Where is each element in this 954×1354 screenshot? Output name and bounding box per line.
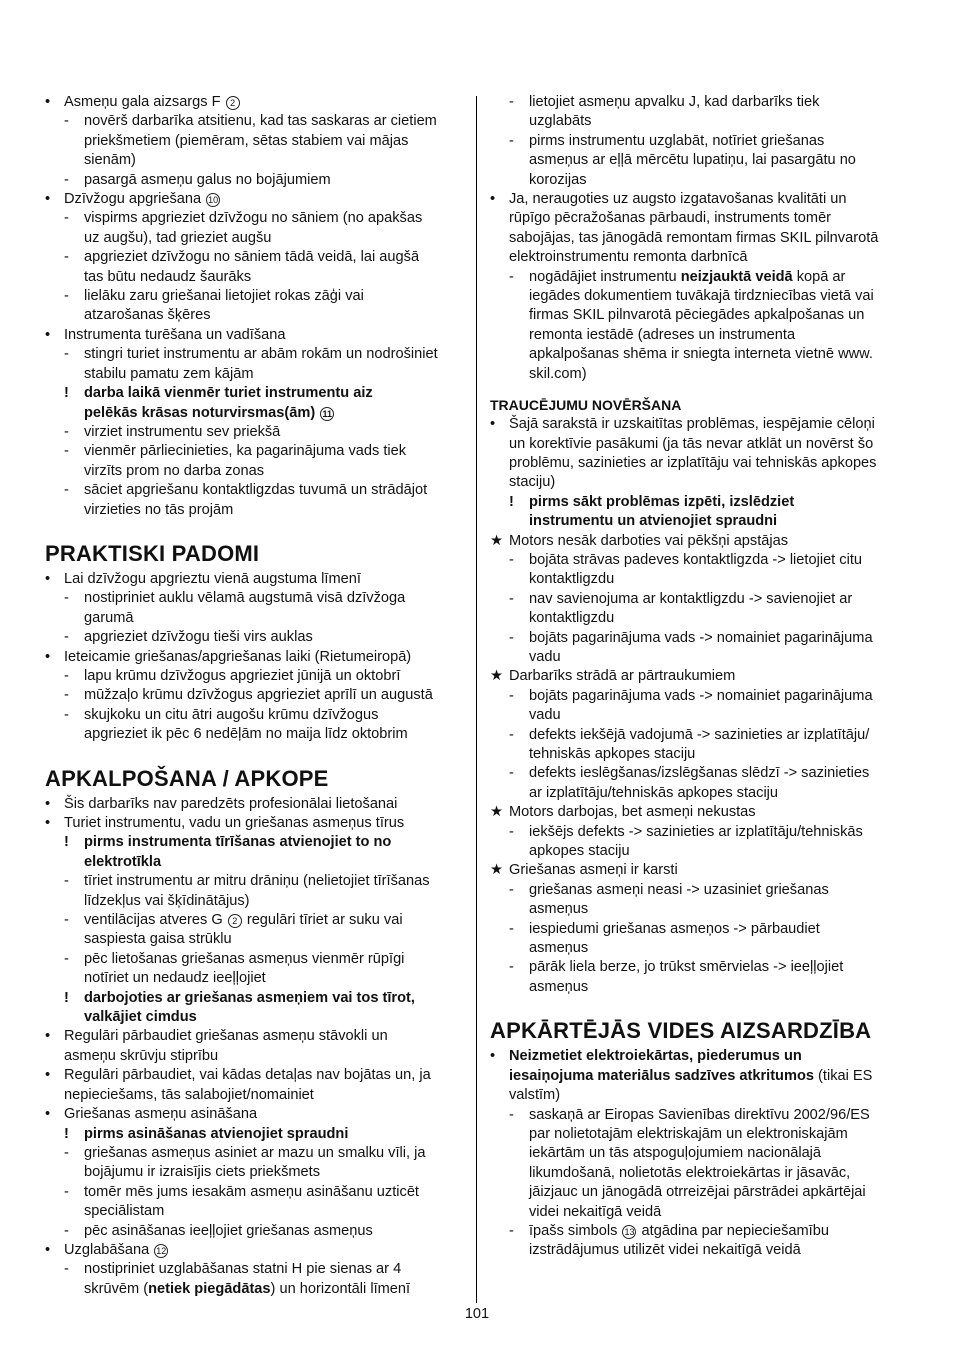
- list-item: [490, 881, 915, 920]
- list-item: [45, 950, 465, 989]
- bullet-marker: •: [45, 1106, 51, 1123]
- list-item: [490, 590, 915, 629]
- list-item: [490, 958, 915, 997]
- item-text: Uzglabāšana: [64, 1241, 150, 1258]
- dash-marker: -: [509, 959, 514, 976]
- item-text: apgrieziet dzīvžogu tieši virs auklas: [84, 629, 313, 646]
- list-item: [490, 190, 915, 268]
- item-text: pārāk liela berze, jo trūkst smērvielas -> ieeļļojiet asmeņus: [529, 959, 844, 995]
- item-text: Griešanas asmeņi ir karsti: [509, 862, 678, 879]
- item-text: defekts ieslēgšanas/izslēgšanas slēdzī -> sazinieties ar izplatītāju/tehniskās apkopes staciju: [529, 765, 870, 801]
- list-item: [45, 112, 465, 170]
- item-text: Griešanas asmeņu asināšana: [64, 1106, 258, 1123]
- dash-marker: -: [64, 482, 69, 499]
- list-item: [45, 989, 465, 1028]
- item-text: Asmeņu gala aizsargs F: [64, 94, 221, 110]
- dash-marker: -: [509, 881, 514, 898]
- bang-marker: !: [64, 385, 69, 402]
- dash-marker: -: [64, 210, 69, 227]
- problem-item: [490, 532, 915, 551]
- item-text: nostipriniet auklu vēlamā augstumā visā dzīvžoga garumā: [84, 590, 406, 626]
- dash-marker: -: [509, 765, 514, 782]
- dash-marker: -: [64, 1222, 69, 1239]
- dash-marker: -: [64, 249, 69, 266]
- dash-marker: -: [509, 823, 514, 840]
- dash-marker: -: [509, 726, 514, 743]
- dash-marker: -: [64, 346, 69, 363]
- list-item: [45, 872, 465, 911]
- item-text: Motors darbojas, bet asmeņi nekustas: [509, 804, 756, 821]
- list-item: [490, 1106, 915, 1222]
- item-bold-text: neizjauktā veidā: [680, 268, 793, 285]
- list-item: [490, 764, 915, 803]
- bang-marker: !: [64, 989, 69, 1006]
- dash-marker: -: [64, 1183, 69, 1200]
- list-item: [45, 1260, 465, 1299]
- page-number: 101: [464, 1306, 490, 1322]
- item-text: pirms instrumenta tīrīšanas atvienojiet to no elektrotīkla: [84, 834, 392, 870]
- item-text: pēc asināšanas ieeļļojiet griešanas asmeņus: [84, 1222, 373, 1239]
- left-column: [45, 93, 465, 1299]
- item-text: lapu krūmu dzīvžogus apgrieziet jūnijā un oktobrī: [84, 667, 401, 684]
- list-item: [490, 132, 915, 190]
- star-marker: ★: [490, 804, 504, 821]
- item-text: darbojoties ar griešanas asmeņiem vai tos tīrot, valkājiet cimdus: [84, 989, 415, 1026]
- list-item: [45, 1144, 465, 1183]
- list-item: [45, 667, 465, 686]
- figure-ref-icon: 2: [226, 96, 240, 110]
- dash-marker: -: [64, 706, 69, 723]
- list-item: [45, 1027, 465, 1066]
- list-item: [45, 706, 465, 745]
- item-text: pirms sākt problēmas izpēti, izslēdziet instrumentu un atvienojiet spraudni: [529, 493, 795, 530]
- dash-marker: -: [64, 873, 69, 890]
- list-item: [45, 93, 465, 112]
- dash-marker: -: [509, 687, 514, 704]
- item-text: bojāts pagarinājuma vads -> nomainiet pagarinājuma vadu: [529, 629, 873, 665]
- problem-item: [490, 861, 915, 880]
- list-item: [45, 911, 465, 950]
- bullet-marker: •: [490, 191, 496, 208]
- item-text: lielāku zaru griešanai lietojiet rokas zāģi vai atzarošanas šķēres: [84, 288, 364, 324]
- list-item: [490, 493, 915, 532]
- dash-marker: -: [64, 423, 69, 440]
- item-text: pasargā asmeņu galus no bojājumiem: [84, 171, 331, 188]
- item-text: skujkoku un citu ātri augošu krūmu dzīvžogus apgrieziet ik pēc 6 nedēļām no maija līdz oktobrim: [84, 706, 408, 743]
- dash-marker: -: [509, 1222, 514, 1239]
- list-item: [45, 1183, 465, 1222]
- bullet-marker: •: [45, 815, 51, 831]
- item-text: īpašs simbols: [529, 1222, 618, 1239]
- list-item: [45, 248, 465, 287]
- dash-marker: -: [509, 920, 514, 937]
- item-text: sāciet apgriešanu kontaktligzdas tuvumā un strādājot virzieties no tās projām: [84, 482, 428, 518]
- dash-marker: -: [64, 667, 69, 684]
- list-item: [490, 268, 915, 384]
- list-item: [45, 171, 465, 190]
- list-item: [45, 814, 465, 833]
- bullet-marker: •: [45, 1241, 51, 1258]
- bang-marker: !: [64, 1125, 69, 1142]
- item-text: saskaņā ar Eiropas Savienības direktīvu 2002/96/ES par nolietotajām elektriskajām un elektroniskajām iekārtām un tās atspoguļojumiem nacionālajā likumdošanā, nolietotās elektroiekārtas ir jāsavāc, jāizjauc un jānogādā otrreizējai pārstrādei apkārtējai videi nekaitīgā veidā: [529, 1106, 870, 1220]
- item-bold-text: netiek piegādātas: [148, 1280, 271, 1297]
- item-text: Turiet instrumentu, vadu un griešanas asmeņus tīrus: [64, 815, 405, 831]
- item-text-after: regulāri tīriet ar suku vai saspiesta gaisa strūklu: [84, 912, 403, 948]
- item-text: Regulāri pārbaudiet, vai kādas detaļas nav bojātas un, ja nepieciešams, tās salabojiet/nomainiet: [64, 1067, 431, 1103]
- dash-marker: -: [64, 288, 69, 305]
- list-item: [45, 1105, 465, 1124]
- item-text: bojāta strāvas padeves kontaktligzda -> lietojiet citu kontaktligzdu: [529, 551, 863, 588]
- section-heading: TRAUCĒJUMU NOVĒRŠANA: [490, 397, 682, 414]
- list-item: [45, 1222, 465, 1241]
- dash-marker: -: [64, 113, 69, 130]
- list-item: [490, 687, 915, 726]
- bullet-marker: •: [45, 795, 51, 812]
- dash-marker: -: [64, 950, 69, 967]
- figure-ref-icon: 2: [228, 914, 242, 928]
- list-item: [45, 1241, 465, 1260]
- item-text: griešanas asmeņus asiniet ar mazu un smalku vīli, ja bojājumu ir izraisījis ciets priekšmets: [84, 1144, 426, 1181]
- dash-marker: -: [509, 590, 514, 607]
- item-text: virziet instrumentu sev priekšā: [84, 423, 281, 440]
- dash-marker: -: [509, 268, 514, 285]
- list-item: [490, 551, 915, 590]
- list-item: [45, 190, 465, 209]
- item-text: stingri turiet instrumentu ar abām rokām un nodrošiniet stabilu pamatu zem kājām: [84, 346, 438, 382]
- dash-marker: -: [64, 912, 69, 929]
- star-marker: ★: [490, 668, 504, 685]
- list-item: [490, 920, 915, 959]
- bullet-marker: •: [490, 416, 496, 433]
- item-text: tomēr mēs jums iesakām asmeņu asināšanu uzticēt speciālistam: [84, 1183, 419, 1220]
- item-text: Lai dzīvžogu apgrieztu vienā augstuma līmenī: [64, 570, 361, 587]
- list-item: [490, 1222, 915, 1261]
- item-text: Dzīvžogu apgriešana: [64, 191, 202, 208]
- list-item: [45, 1125, 465, 1144]
- dash-marker: -: [509, 94, 514, 110]
- item-text: griešanas asmeņi neasi -> uzasiniet griešanas asmeņus: [529, 881, 829, 918]
- section-heading: APKĀRTĒJĀS VIDES AIZSARDZĪBA: [490, 1018, 872, 1044]
- item-text: mūžzaļo krūmu dzīvžogus apgrieziet aprīlī un augustā: [84, 687, 433, 704]
- dash-marker: -: [64, 590, 69, 607]
- list-item: [45, 833, 465, 872]
- list-item: [45, 423, 465, 442]
- dash-marker: -: [64, 1144, 69, 1161]
- item-text: bojāts pagarinājuma vads -> nomainiet pagarinājuma vadu: [529, 687, 873, 724]
- bullet-marker: •: [45, 570, 51, 587]
- item-text: Ja, neraugoties uz augsto izgatavošanas kvalitāti un rūpīgo pēcražošanas pārbaudi, instruments tomēr sabojājas, tas jānogādā remontam firmas SKIL pilnvarotā elektroinstrumentu remonta darbnīcā: [509, 191, 879, 266]
- dash-marker: -: [64, 629, 69, 646]
- list-item: [45, 481, 465, 520]
- dash-marker: -: [509, 629, 514, 646]
- item-text: novērš darbarīka atsitienu, kad tas saskaras ar cietiem priekšmetiem (piemēram, sētas stabiem vai mājas sienām): [84, 113, 437, 169]
- list-item: [490, 93, 915, 132]
- item-text: lietojiet asmeņu apvalku J, kad darbarīks tiek uzglabāts: [529, 94, 820, 130]
- bullet-marker: •: [45, 326, 51, 343]
- list-item: [490, 415, 915, 493]
- item-text: pirms asināšanas atvienojiet spraudni: [84, 1125, 349, 1142]
- star-marker: ★: [490, 532, 504, 549]
- column-divider: [476, 96, 477, 1303]
- list-item: [45, 589, 465, 628]
- item-text: Instrumenta turēšana un vadīšana: [64, 326, 286, 343]
- figure-ref-icon: 11: [320, 407, 334, 421]
- item-text: nogādājiet instrumentu: [529, 268, 681, 285]
- dash-marker: -: [509, 132, 514, 149]
- item-text: darba laikā vienmēr turiet instrumentu aiz pelēkās krāsas noturvirsmas(ām): [84, 385, 373, 421]
- bang-marker: !: [64, 834, 69, 851]
- item-text-after: kopā ar iegādes dokumentiem tuvākajā tirdzniecības vietā vai firmas SKIL pilnvarotā pēciegādes apkalpošanas un remonta iestādē (adreses un instrumenta apkalpošanas shēma ir sniegta interneta vietnē www. skil.com): [529, 268, 874, 382]
- bullet-marker: •: [45, 1028, 51, 1045]
- star-marker: ★: [490, 862, 504, 879]
- list-item: [45, 345, 465, 384]
- bullet-marker: •: [45, 648, 51, 665]
- list-item: [45, 442, 465, 481]
- item-text: Motors nesāk darboties vai pēkšņi apstājas: [509, 532, 789, 549]
- item-text: defekts iekšējā vadojumā -> sazinieties ar izplatītāju/ tehniskās apkopes staciju: [529, 726, 870, 762]
- item-text: iespiedumi griešanas asmeņos -> pārbaudiet asmeņus: [529, 920, 820, 957]
- list-item: [45, 570, 465, 589]
- dash-marker: -: [64, 171, 69, 188]
- item-text: tīriet instrumentu ar mitru drāniņu (nelietojiet tīrīšanas līdzekļus vai šķīdinātājus): [84, 873, 430, 909]
- list-item: [45, 648, 465, 667]
- list-item: [45, 795, 465, 814]
- figure-ref-icon: 13: [624, 1226, 635, 1237]
- item-text: nav savienojuma ar kontaktligzdu -> savienojiet ar kontaktligzdu: [529, 590, 853, 627]
- section-heading: PRAKTISKI PADOMI: [45, 540, 260, 566]
- list-item: [45, 1066, 465, 1105]
- item-text: Šis darbarīks nav paredzēts profesionālai lietošanai: [64, 795, 398, 812]
- dash-marker: -: [64, 687, 69, 704]
- dash-marker: -: [509, 1106, 514, 1123]
- bullet-marker: •: [45, 94, 51, 110]
- dash-marker: -: [509, 551, 514, 568]
- section-heading: APKALPOŠANA / APKOPE: [45, 765, 329, 791]
- item-text: Ieteicamie griešanas/apgriešanas laiki (Rietumeiropā): [64, 648, 412, 665]
- problem-item: [490, 803, 915, 822]
- item-text: Šajā sarakstā ir uzskaitītas problēmas, iespējamie cēloņi un korektīvie pasākumi (ja tās nevar atklāt un novērst šo problēmu, sazinieties ar izplatītāju vai tehniskās apkopes staciju): [509, 416, 877, 491]
- item-text: vispirms apgrieziet dzīvžogu no sāniem (no apakšas uz augšu), tad grieziet augšu: [84, 210, 423, 246]
- bullet-marker: •: [45, 1067, 51, 1084]
- list-item: [490, 726, 915, 765]
- right-column: [490, 93, 915, 1261]
- bang-marker: !: [509, 493, 514, 510]
- item-bold-text: Neizmetiet elektroiekārtas, piederumus un iesaiņojuma materiālus sadzīves atkritumos: [509, 1048, 814, 1084]
- item-text: nostipriniet uzglabāšanas statni H pie sienas ar 4 skrūvēm (: [84, 1261, 402, 1297]
- dash-marker: -: [64, 1261, 69, 1278]
- item-text: apgrieziet dzīvžogu no sāniem tādā veidā, lai augšā tas būtu nedaudz šaurāks: [84, 249, 420, 285]
- list-item: [490, 1047, 915, 1105]
- figure-ref-icon: 10: [208, 195, 219, 206]
- item-text: Regulāri pārbaudiet griešanas asmeņu stāvokli un asmeņu skrūvju stiprību: [64, 1028, 388, 1064]
- list-item: [45, 384, 465, 423]
- list-item: [45, 326, 465, 345]
- item-text: iekšējs defekts -> sazinieties ar izplatītāju/tehniskās apkopes staciju: [529, 823, 863, 860]
- dash-marker: -: [64, 443, 69, 460]
- figure-ref-icon: 12: [156, 1245, 167, 1256]
- list-item: [490, 823, 915, 862]
- list-item: [490, 629, 915, 668]
- problem-item: [490, 667, 915, 686]
- list-item: [45, 686, 465, 705]
- item-text: Darbarīks strādā ar pārtraukumiem: [509, 668, 736, 685]
- list-item: [45, 209, 465, 248]
- item-text: ventilācijas atveres G: [84, 912, 223, 929]
- list-item: [45, 628, 465, 647]
- bullet-marker: •: [45, 191, 51, 208]
- item-text: pēc lietošanas griešanas asmeņus vienmēr rūpīgi notīriet un nedaudz ieeļļojiet: [84, 950, 405, 987]
- item-text: pirms instrumentu uzglabāt, notīriet griešanas asmeņus ar eļļā mērcētu lupatiņu, lai pasargātu no korozijas: [529, 132, 856, 188]
- bullet-marker: •: [490, 1048, 496, 1065]
- item-text-after: ) un horizontāli līmenī: [270, 1280, 411, 1297]
- item-text-after: atgādina par nepieciešamību izstrādājumus utilizēt videi nekaitīgā veidā: [529, 1222, 829, 1259]
- item-text-after: (tikai ES valstīm): [509, 1067, 873, 1104]
- list-item: [45, 287, 465, 326]
- item-text: vienmēr pārliecinieties, ka pagarinājuma vads tiek virzīts prom no darba zonas: [84, 443, 407, 479]
